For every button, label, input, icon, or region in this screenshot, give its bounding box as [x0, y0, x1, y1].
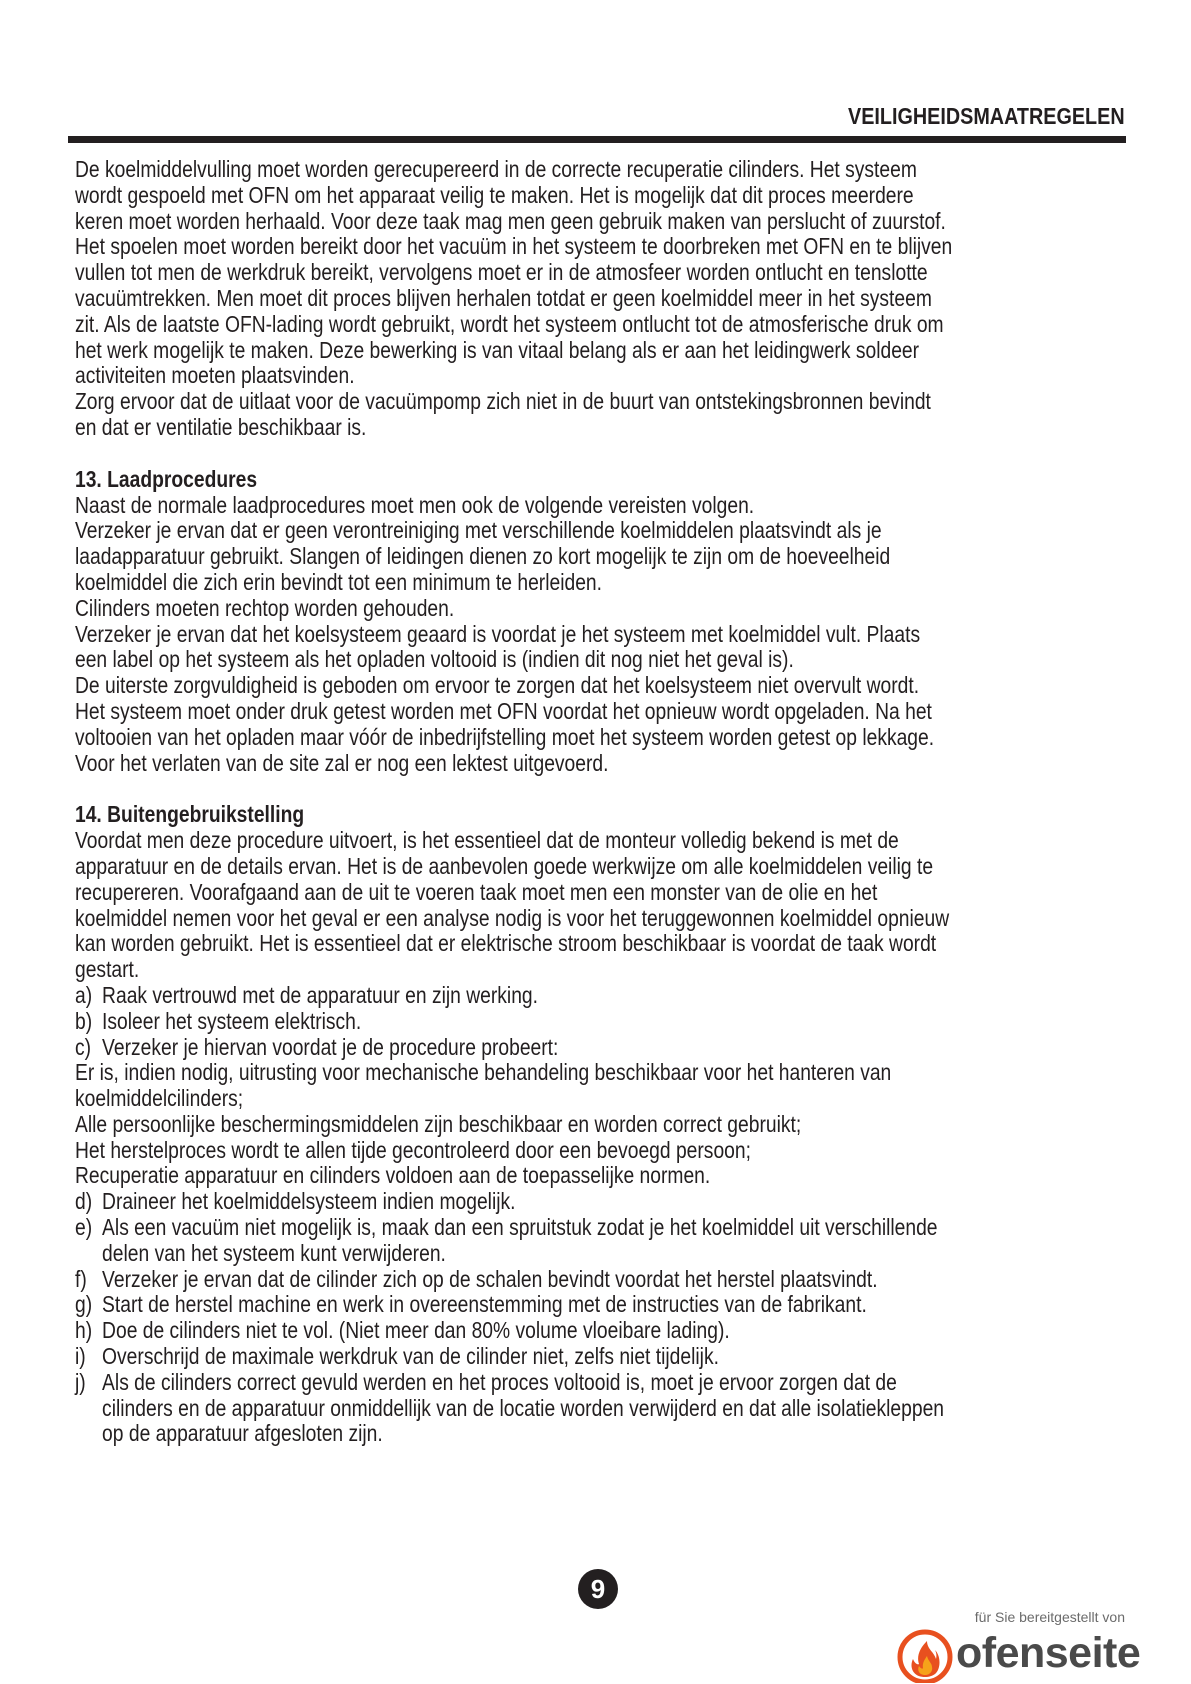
- list-label: j): [75, 1368, 86, 1395]
- list-text: Als de cilinders correct gevuld werden en het proces voltooid is, moet je ervoor zorgen dat de: [102, 1368, 897, 1395]
- list-label: f): [75, 1265, 87, 1292]
- list-text: cilinders en de apparatuur onmiddellijk van de locatie worden verwijderd en dat alle isolatiekleppen: [102, 1394, 945, 1421]
- list-label: d): [75, 1188, 93, 1215]
- list-item-c: [75, 1035, 1043, 1061]
- text-line: Verzeker je ervan dat het koelsysteem geaard is voordat je het systeem met koelmiddel vult. Plaats: [75, 620, 921, 647]
- section-14-title: 14. Buitengebruikstelling: [75, 801, 305, 828]
- list-text: delen van het systeem kunt verwijderen.: [102, 1239, 446, 1266]
- list-text: Doe de cilinders niet te vol. (Niet meer dan 80% volume vloeibare lading).: [102, 1317, 730, 1344]
- text-line: Het spoelen moet worden bereikt door het vacuüm in het systeem te doorbreken met OFN en te blijven: [75, 233, 953, 260]
- document-body: [75, 157, 1043, 1447]
- text-line: vacuümtrekken. Men moet dit proces blijven herhalen totdat er geen koelmiddel meer in het systeem: [75, 284, 932, 311]
- list-text: Als een vacuüm niet mogelijk is, maak dan een spruitstuk zodat je het koelmiddel uit verschillende: [102, 1214, 938, 1241]
- text-line: gestart.: [75, 956, 140, 983]
- text-line: zit. Als de laatste OFN-lading wordt gebruikt, wordt het systeem ontlucht tot de atmosferische druk om: [75, 310, 944, 337]
- list-text: Isoleer het systeem elektrisch.: [102, 1007, 362, 1034]
- intro-paragraph: [75, 157, 1043, 441]
- credit-text: für Sie bereitgestellt von: [974, 1609, 1125, 1625]
- text-line: Alle persoonlijke beschermingsmiddelen zijn beschikbaar en worden correct gebruikt;: [75, 1110, 802, 1137]
- list-item-j: [75, 1370, 1043, 1447]
- list-text: op de apparatuur afgesloten zijn.: [102, 1420, 383, 1447]
- text-line: kan worden gebruikt. Het is essentieel dat er elektrische stroom beschikbaar is voordat de taak wordt: [75, 930, 937, 957]
- text-line: apparatuur en de details ervan. Het is de aanbevolen goede werkwijze om alle koelmiddelen veilig te: [75, 852, 934, 879]
- text-line: Verzeker je ervan dat er geen verontreiniging met verschillende koelmiddelen plaatsvindt als je: [75, 517, 882, 544]
- text-line: Zorg ervoor dat de uitlaat voor de vacuümpomp zich niet in de buurt van ontstekingsbronnen bevindt: [75, 388, 931, 415]
- list-text: Draineer het koelmiddelsysteem indien mogelijk.: [102, 1188, 516, 1215]
- list-item-b: [75, 1009, 1043, 1035]
- section-14: [75, 802, 1043, 1447]
- text-line: een label op het systeem als het opladen voltooid is (indien dit nog niet het geval is).: [75, 646, 794, 673]
- list-item-h: [75, 1318, 1043, 1344]
- list-item-i: [75, 1344, 1043, 1370]
- list-text: Raak vertrouwd met de apparatuur en zijn werking.: [102, 981, 539, 1008]
- list-text: Start de herstel machine en werk in overeenstemming met de instructies van de fabrikant.: [102, 1291, 867, 1318]
- text-line: Het systeem moet onder druk getest worden met OFN voordat het opnieuw wordt opgeladen. Na het: [75, 697, 932, 724]
- list-label: c): [75, 1033, 92, 1060]
- text-line: Voordat men deze procedure uitvoert, is het essentieel dat de monteur volledig bekend is met de: [75, 827, 899, 854]
- list-item-a: [75, 983, 1043, 1009]
- text-line: activiteiten moeten plaatsvinden.: [75, 362, 355, 389]
- text-line: keren moet worden herhaald. Voor deze taak mag men geen gebruik maken van perslucht of zuurstof.: [75, 207, 946, 234]
- page-header-title: VEILIGHEIDSMAATREGELEN: [848, 103, 1125, 129]
- header-rule: [68, 136, 1126, 143]
- list-label: e): [75, 1214, 93, 1241]
- text-line: het werk mogelijk te maken. Deze bewerking is van vitaal belang als er aan het leidingwerk soldeer: [75, 336, 920, 363]
- text-line: recupereren. Voorafgaand aan de uit te voeren taak moet men een monster van de olie en het: [75, 878, 878, 905]
- list-item-g: [75, 1292, 1043, 1318]
- text-line: Het herstelproces wordt te allen tijde gecontroleerd door een bevoegd persoon;: [75, 1136, 751, 1163]
- text-line: laadapparatuur gebruikt. Slangen of leidingen dienen zo kort mogelijk te zijn om de hoeveelheid: [75, 543, 891, 570]
- list-item-e: [75, 1215, 1043, 1267]
- list-text: Overschrijd de maximale werkdruk van de cilinder niet, zelfs niet tijdelijk.: [102, 1343, 719, 1370]
- text-line: Er is, indien nodig, uitrusting voor mechanische behandeling beschikbaar voor het hanteren van: [75, 1059, 892, 1086]
- list-label: a): [75, 981, 93, 1008]
- list-label: b): [75, 1007, 93, 1034]
- text-line: Voor het verlaten van de site zal er nog een lektest uitgevoerd.: [75, 749, 609, 776]
- text-line: voltooien van het opladen maar vóór de inbedrijfstelling moet het systeem worden getest op lekkage.: [75, 723, 935, 750]
- brand-logo: [896, 1627, 1141, 1683]
- text-line: Recuperatie apparatuur en cilinders voldoen aan de toepasselijke normen.: [75, 1162, 711, 1189]
- list-text: Verzeker je ervan dat de cilinder zich op de schalen bevindt voordat het herstel plaatsvindt.: [102, 1265, 878, 1292]
- list-item-f: [75, 1267, 1043, 1293]
- text-line: wordt gespoeld met OFN om het apparaat veilig te maken. Het is mogelijk dat dit proces meerdere: [75, 181, 914, 208]
- section-13-title: 13. Laadprocedures: [75, 465, 258, 492]
- list-label: i): [75, 1343, 86, 1370]
- list-text: Verzeker je hiervan voordat je de procedure probeert:: [102, 1033, 559, 1060]
- section-13: [75, 467, 1043, 777]
- list-label: h): [75, 1317, 93, 1344]
- list-item-d: [75, 1189, 1043, 1215]
- page-number: 9: [578, 1569, 618, 1609]
- text-line: koelmiddelcilinders;: [75, 1085, 244, 1112]
- text-line: vullen tot men de werkdruk bereikt, vervolgens moet er in de atmosfeer worden ontlucht en tenslotte: [75, 259, 928, 286]
- text-line: koelmiddel die zich erin bevindt tot een minimum te herleiden.: [75, 568, 602, 595]
- text-line: en dat er ventilatie beschikbaar is.: [75, 413, 367, 440]
- flame-icon: [896, 1627, 954, 1683]
- text-line: De uiterste zorgvuldigheid is geboden om ervoor te zorgen dat het koelsysteem niet overvult wordt.: [75, 672, 920, 699]
- brand-name: ofenseite: [956, 1629, 1141, 1677]
- text-line: De koelmiddelvulling moet worden gerecupereerd in de correcte recuperatie cilinders. Het systeem: [75, 156, 917, 182]
- text-line: Cilinders moeten rechtop worden gehouden.: [75, 594, 455, 621]
- list-label: g): [75, 1291, 93, 1318]
- text-line: Naast de normale laadprocedures moet men ook de volgende vereisten volgen.: [75, 491, 755, 518]
- text-line: koelmiddel nemen voor het geval er een analyse nodig is voor het teruggewonnen koelmiddel opnieuw: [75, 904, 950, 931]
